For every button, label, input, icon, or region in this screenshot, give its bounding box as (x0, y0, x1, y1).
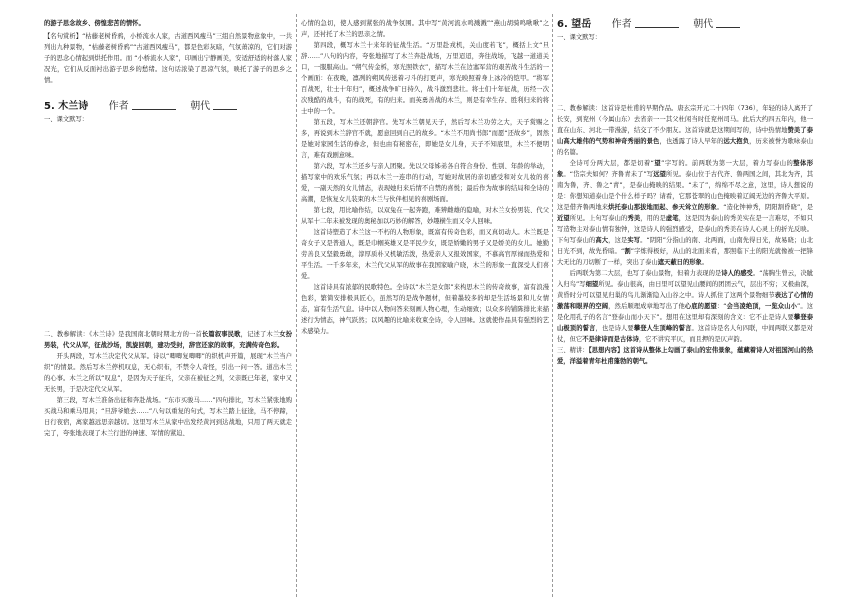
section-6-heading: 6. 望岳 (557, 19, 592, 30)
paragraph-7: 第七段，用比喻作结，以双兔在一起奔跑，难辨雌雄的隐喻，对木兰女扮男装、代父从军十二年未被发现的奥秘加以巧妙的解答，妙趣横生而又令人回味。 (301, 207, 549, 225)
highlight: 秀美 (627, 215, 641, 222)
dynasty-blank[interactable] (716, 19, 740, 28)
structure-paragraph-1 (557, 158, 813, 268)
text-span: 全诗可分两大层，都是切着“ (569, 160, 654, 167)
text-span: ”。这是化用孔子的名言“登泰山而小天下”。想用在这里却有深刻的含义：它不止是诗人要 (557, 303, 813, 321)
text-span: 。“荡胸生曾云，决眦入归鸟”写 (557, 270, 813, 288)
author-label: 作者 (108, 101, 129, 112)
text-span: ，这是因为泰山的秀美实在是一言难尽，不如只写造物主对泰山情有独钟，这是诗人的强烈感受，是泰山的秀美在诗人心灵上的折光反映。下句写泰山的 (557, 215, 813, 244)
highlight: 【思想内容】这首诗从整体上勾画了泰山的宏伟景象，蕴藏着诗人对祖国河山的热爱，洋溢着青年杜甫蓬勃的朝气。 (557, 347, 813, 365)
paragraph-folk-style: 这首诗具有浓郁的民歌特色。全诗以“木兰是女郎”来构思木兰的传奇故事，富有浪漫色彩，繁简安排极具匠心，虽然写的是战争题材，但着墨较多的却是生活场景和儿女情态，富有生活气息。诗中以人物问答来刻画人物心理，生动细致；以众多的铺陈排比来描述行为情态，神气跃然；以风趣的比喻来收束全诗，令人回味。这就使作品具有强烈的艺术感染力。 (301, 284, 549, 335)
dynasty-blank[interactable] (213, 101, 237, 110)
text-span: 。“岱宗夫如何？齐鲁青未了”写 (563, 171, 654, 178)
text-span: 所见。泰山很高，由日里可以望见山腰间的团团云气，层出不穷；又极曲深，黄昏时分可以望见归巢的鸟儿渐渐隐入山谷之中。诗人抓住了这两个景物细节 (557, 281, 813, 299)
text-span: ，这是 (608, 237, 628, 244)
text-span: ”字写的。前两联为第一大层，着力写泰山的 (661, 160, 794, 167)
highlight: 攀登人生顶峰的誓言 (633, 325, 692, 332)
teaching-analysis-text: 这首诗是杜甫的早期作品。唐玄宗开元二十四年（736），年轻的诗人离开了长安，到兖州（今属山东）去省亲一一其父杜闲当时任兖州司马。此后大约四五年内，他一直在山东、河北一带漫游，结交了不少朋友。这首诗就是这期间写的，诗中热情地 (557, 105, 813, 134)
highlight: 诗人的感受 (721, 270, 753, 277)
column-right (557, 18, 813, 599)
intro-emotion-line: 的游子思念故乡、傍惶悲苦的情怀。 (44, 20, 145, 27)
teaching-analysis-mid: ，记述了木兰 (240, 331, 280, 338)
recite-blank-area[interactable] (557, 43, 813, 103)
paragraph-4: 第四段，概写木兰十来年的征战生活。“万里赴戎机，关山度若飞”，概括上文“旦辞……”八句的内容，夸张地描写了木兰奔赴战场，万里迢迢，奔往战场，飞越一道道关口，一服服高山。“朔气传金柝，寒光照铁衣”，描写木兰在边塞军营的艰苦战斗生活的一个画面：在夜晚，凛冽的朔风传送着刁斗的打更声，寒光映照着身上冰冷的铠甲。“将军百战死，壮士十年归”，概述战争旷日持久，战斗激烈悲壮。将士们十年征战，历经一次次残酷的战斗，有的战死，有的归来。而英勇善战的木兰，则是有幸生存、胜利归来的将士中的一个。 (301, 42, 549, 115)
column-divider-right (552, 14, 553, 597)
dynasty-label: 朝代 (190, 101, 211, 112)
text-span: 后两联为第二大层，也写了泰山景物，但着力表现的是 (569, 270, 722, 277)
text-span: 所见。泰山位于古代齐、鲁两国之间，其北为齐，其南为鲁，齐、鲁之“青”，是泰山掩映的结果。“未了”，绵绵不尽之意，这里，诗人想说的是：你想知道泰山是个什么样子吗？请看，它那苍翠的山色掩映着辽阔无边的齐鲁大平原。这是借齐鲁两地来 (557, 171, 813, 211)
highlight: 遮天蔽日的形象 (657, 259, 702, 266)
highlight: 割 (624, 248, 631, 255)
highlight: 实写 (627, 237, 641, 244)
highlight: 表达了心情的激荡和眼界的空阔 (557, 292, 813, 310)
highlight: 远望 (653, 171, 667, 178)
highlight: 望 (653, 160, 662, 167)
text-span: 。“造化钟神秀，阴阳割昏晓”，是 (716, 204, 813, 211)
text-span: ，然后顺理成章地写出了他 (608, 303, 685, 310)
section-5-title (44, 100, 292, 114)
text-span: ”字炼得极好，从山的北面来看，那照临下土的阳光就像被一把锋大无比的刀切断了一样，突出了泰山 (557, 248, 813, 266)
text-span: 所见。上句写泰山的 (569, 215, 628, 222)
text-span: ，历来被誉为歌咏泰山的名篇。 (557, 138, 813, 156)
text-span: ，也是诗人要 (595, 325, 634, 332)
teaching-analysis (44, 329, 292, 351)
column-divider-left (296, 14, 297, 597)
structure-paragraph-2 (557, 268, 813, 345)
column-left (44, 18, 292, 599)
section-6-title (557, 18, 813, 32)
text-span: ，它不讲究平仄，而且押的是仄声韵。 (638, 336, 746, 343)
highlight: 近望 (557, 215, 570, 222)
teaching-analysis-label: 二、教参解读： (44, 331, 90, 338)
text-span: 。“阴阳”分指山的南、北两面，山南先得日光，故易晓；山北日光不到，故先昏暗。“ (557, 237, 813, 255)
highlight: 整体形象 (557, 160, 813, 178)
recite-heading: 一、课文默写： (557, 34, 602, 41)
paragraph-character: 这首诗塑造了木兰这一不朽的人物形象，既富有传奇色彩，而又真切动人。木兰既是奇女子又是普通人，既是巾帼英雄又是平民少女，既是娇嫩的男子又是娇美的女儿。她勤劳善良又坚毅勇敢，淳厚质朴又机敏活泼，热爱亲人又报效国家，不慕高官厚禄而热爱和平生活。一千多年来，木兰代父从军的故事在我国家喻户晓，木兰的形象一直深受人们喜爱。 (301, 229, 549, 280)
author-blank[interactable] (635, 19, 679, 28)
teaching-analysis (557, 103, 813, 158)
paragraph-6: 第六段，写木兰还乡与亲人团聚。先以父母姊弟各自符合身份、性别、年龄的举动，描写家中的欢乐气氛；再以木兰一连串的行动，写她对故居的亲切感受和对女儿妆的喜爱，一副天然的女儿情态，表现她归来后情不自禁的喜悦；最后作为故事的结局和全诗的高潮，是恢复女儿装束的木兰与伙伴相见的喜剧场面。 (301, 163, 549, 203)
highlight: 心底的愿望 (684, 303, 717, 310)
story-summary-highlight: 女扮男装，代父从军，征战沙场，凯旋回朝，建功受封，辞官还家的故事，充满传奇色彩。 (44, 331, 292, 349)
genre-highlight: 长篇叙事民歌 (201, 331, 241, 338)
ambition-highlight: 远大抱负 (723, 138, 750, 145)
text-span: 。 (701, 259, 709, 266)
intensive-reading (557, 345, 813, 367)
author-label: 作者 (611, 19, 632, 30)
paragraph-cont: 心情的急切，使人感到紧张的战争氛围。其中写“黄河流水鸣溅溅”“燕山胡骑鸣啾啾”之声，还衬托了木兰的思亲之情。 (301, 20, 549, 38)
highlight: 细望 (585, 281, 599, 288)
dynasty-label: 朝代 (693, 19, 714, 30)
highlight: 烘托泰山那拔地而起、参天耸立的形象 (608, 204, 717, 211)
highlight: 攀登泰山极顶的誓言 (557, 314, 813, 332)
text-span: ，用的是 (640, 215, 666, 222)
famous-line-analysis: 【名句赏析】“枯藤老树昏鸦，小桥流水人家，古道西风瘦马”三组自然景物意象中，一共列出九种景物，“枯藤老树昏鸦”“古道西风瘦马”，都是色彩灰暗，气氛萧凉的，它们对游子的思念心情起到烘托作用。而 “小桥流水人家”，印画出宁静画美，安适舒适的村落人家况光，它们从反面衬出游子思乡的愁绪。这句话浓染了思凉气氛，映托了游子的思乡之情。 (44, 33, 292, 84)
column-middle (301, 18, 549, 599)
highlight: 不是律诗而是古体诗 (582, 336, 639, 343)
recite-heading: 一、课文默写： (44, 116, 89, 123)
text-span: ，也透露了诗人早年的 (659, 138, 724, 145)
paragraph-2: 第三段，写木兰准备出征和奔赴战场。“东市买骏马……”四句排比，写木兰紧张地购买战马和乘马用具；“旦辞爷娘去……”八句以重复的句式，写木兰踏上征途，马不停蹄，日行夜宿，离家越远思亲越切。这里写木兰从家中出发经黄河到达战地，只用了两天就走完了，夸张地表现了木兰行进的神速、军情的紧迫、 (44, 397, 292, 437)
paragraph-5: 第五段，写木兰还朝辞官。先写木兰朝见天子，然后写木兰功劳之大，天子赏赐之多，再说到木兰辞官不就，愿意回到自己的故乡。“木兰不用尚书郎”而愿“还故乡”，固然是她对家园生活的眷念，但也由有秘密在，即她是女儿身，天子不知底里，木兰不便明言，难有戏剧意味。 (301, 119, 549, 159)
highlight: 会当凌绝顶，一览众山小 (726, 303, 797, 310)
paragraph-1: 开头两段，写木兰决定代父从军。诗以“唧唧复唧唧”的织机声开篇，展现“木兰当户织”的情景。然后写木兰停机叹息，无心织布，不禁令人奇怪，引出一问一答。道出木兰的心事。木兰之所以“叹息”，是因为天子征兵，父亲在被征之列，父亲既已年老，家中又无长男，于是决定代父从军。 (44, 353, 292, 393)
teaching-analysis-label: 二、教参解读： (557, 105, 602, 112)
teaching-analysis-text: 《木兰诗》是我国南北朝时期北方的一首 (89, 331, 202, 338)
recite-blank-area[interactable] (44, 125, 292, 329)
highlight: 高大 (595, 237, 609, 244)
text-span: ：“ (716, 303, 727, 310)
text-span: 三、精讲： (557, 347, 589, 354)
praise-highlight: 赞美了泰山高大雄伟的气势和神奇秀丽的景色 (557, 127, 813, 145)
section-5-heading: 5. 木兰诗 (44, 101, 89, 112)
text-span: 。这首诗是名人句四联，中间两联又都是对仗，但它 (557, 325, 813, 343)
author-blank[interactable] (132, 101, 176, 110)
highlight: 虚笔 (665, 215, 679, 222)
